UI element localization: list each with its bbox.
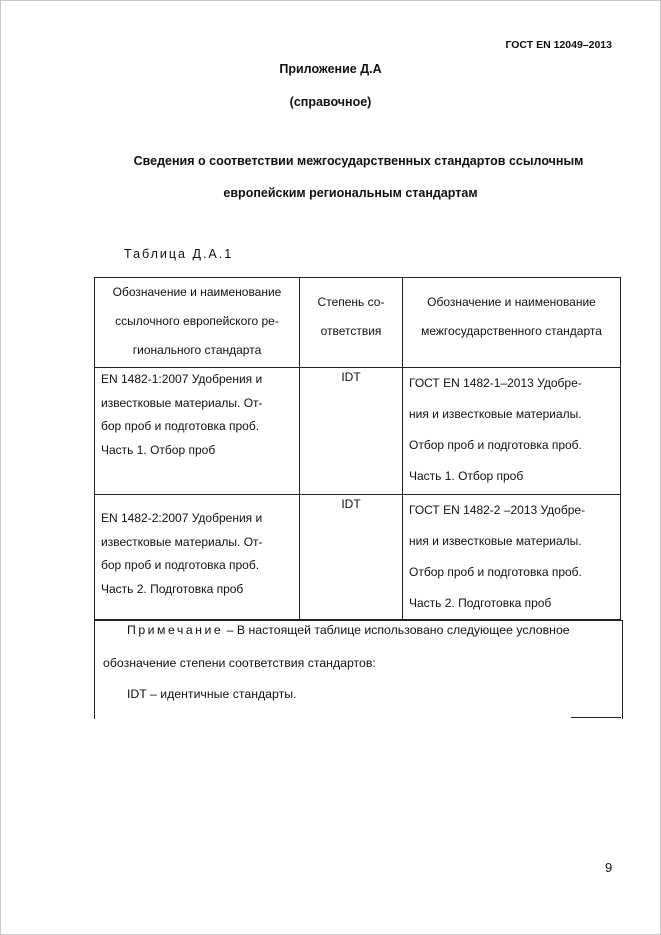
cell-line: бор проб и подготовка проб.: [101, 419, 260, 433]
cell-degree: IDT: [300, 495, 403, 620]
header-text: Обозначение и наименование: [112, 285, 282, 299]
table-caption: Таблица Д.А.1: [124, 247, 234, 261]
table-row: [95, 368, 621, 495]
cell-line: EN 1482-1:2007 Удобрения и: [101, 372, 263, 386]
standard-code: ГОСТ EN 12049–2013: [505, 39, 612, 51]
correspondence-table: [94, 277, 621, 620]
header-ref-standard: [95, 278, 300, 368]
cell-line: Отбор проб и подготовка проб.: [409, 438, 582, 452]
table-note: [94, 620, 623, 719]
cell-line: ГОСТ EN 1482-1–2013 Удобре-: [409, 376, 582, 390]
header-text: Обозначение и наименование: [427, 295, 596, 309]
note-text: – В настоящей таблице использовано следующее условное: [223, 623, 570, 637]
cell-ref-standard: [95, 368, 300, 495]
cell-line: Часть 1. Отбор проб: [409, 469, 524, 483]
note-line-1: [127, 623, 616, 637]
cell-line: Часть 1. Отбор проб: [101, 442, 216, 457]
cell-line: Часть 2. Подготовка проб: [101, 581, 244, 596]
header-text: межгосударственного стандарта: [421, 324, 602, 338]
table-bottom-rule: [571, 717, 621, 718]
table-header-row: [95, 278, 621, 368]
note-line-2: обозначение степени соответствия стандартов:: [103, 656, 376, 670]
page-number: 9: [605, 860, 613, 875]
header-text: Степень со-: [317, 295, 385, 309]
cell-line: ния и известковые материалы.: [409, 534, 582, 548]
header-text: гионального стандарта: [132, 343, 262, 357]
cell-national-standard: [403, 495, 621, 620]
cell-line: ния и известковые материалы.: [409, 407, 582, 421]
heading-line-2: европейским региональным стандартам: [223, 186, 478, 200]
header-degree: [300, 278, 403, 368]
cell-line: бор проб и подготовка проб.: [101, 558, 260, 572]
heading-line-1: Сведения о соответствии межгосударственных стандартов ссылочным: [133, 154, 584, 168]
cell-line: Часть 2. Подготовка проб: [409, 596, 552, 610]
cell-line: ГОСТ EN 1482-2 –2013 Удобре-: [409, 503, 586, 517]
cell-line: известковые материалы. От-: [101, 534, 263, 549]
appendix-type: (справочное): [289, 95, 372, 109]
cell-national-standard: [403, 368, 621, 495]
cell-ref-standard: [95, 495, 300, 620]
table-row: [95, 495, 621, 620]
cell-line: Отбор проб и подготовка проб.: [409, 565, 582, 579]
header-text: ответствия: [320, 324, 382, 338]
cell-degree: IDT: [300, 368, 403, 495]
header-national-standard: [403, 278, 621, 368]
cell-line: EN 1482-2:2007 Удобрения и: [101, 511, 263, 525]
note-label: Примечание: [127, 623, 224, 637]
appendix-title: Приложение Д.А: [279, 62, 382, 76]
header-text: ссылочного европейского ре-: [115, 314, 279, 328]
note-line-3: IDT – идентичные стандарты.: [127, 687, 297, 701]
cell-line: известковые материалы. От-: [101, 395, 263, 410]
